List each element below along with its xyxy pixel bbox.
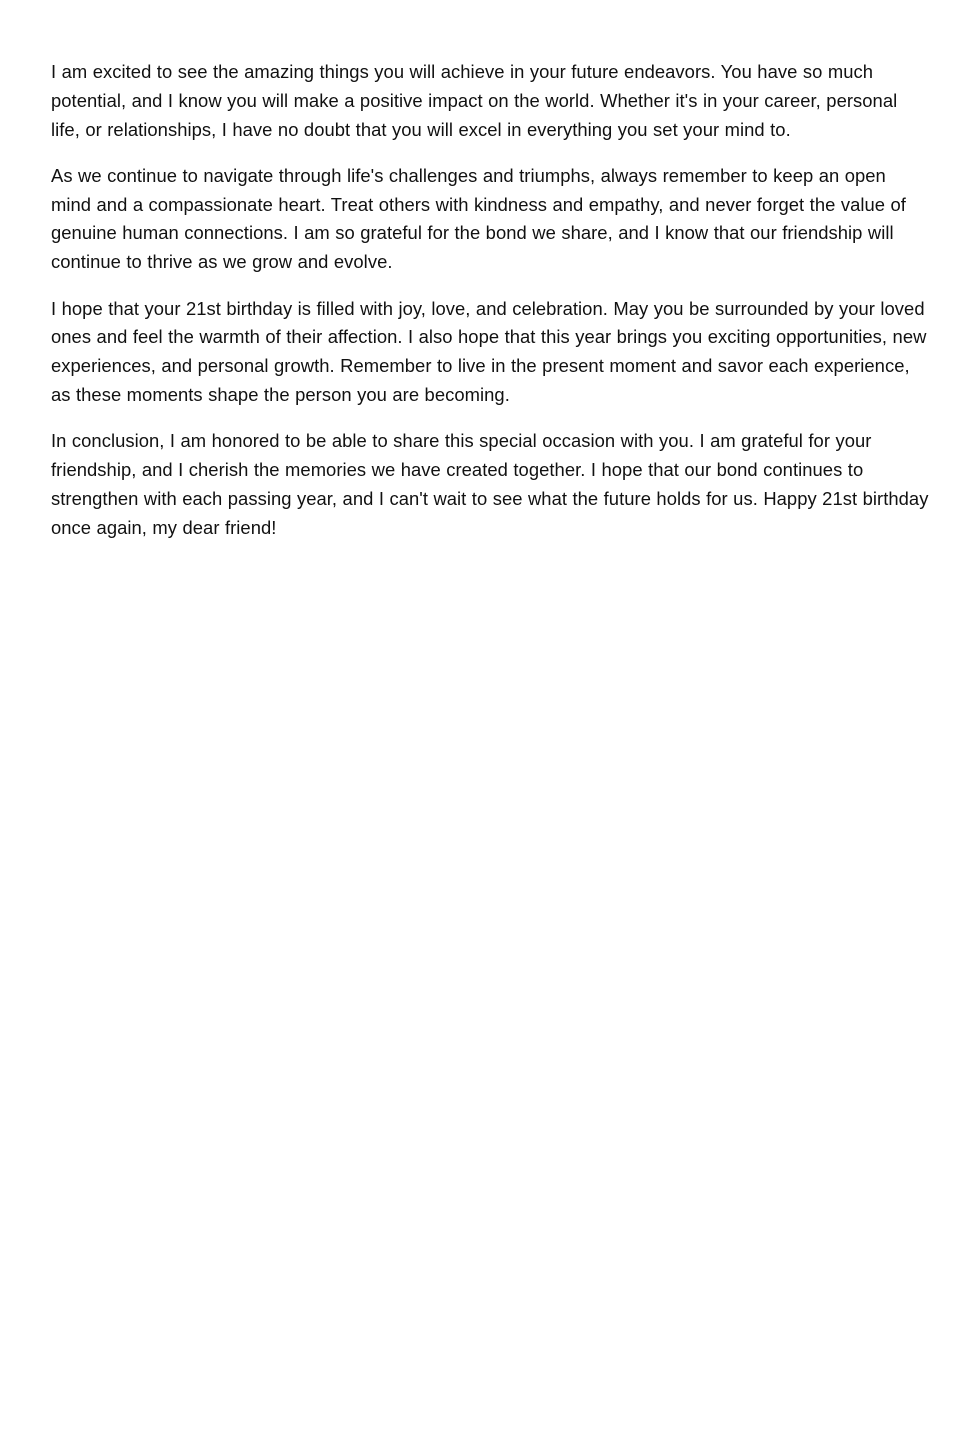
paragraph-conclusion: In conclusion, I am honored to be able to share this special occasion with you. I am grateful for your friendship, and I cherish the memories we have created together. I hope that our bond continues to strengthen with each passing year, and I can't wait to see what the future holds for us. Happy 21st birthday once again, my dear friend!: [51, 430, 929, 538]
letter-body: [51, 58, 931, 560]
paragraph-birthday-wishes: I hope that your 21st birthday is filled with joy, love, and celebration. May you be surrounded by your loved ones and feel the warmth of their affection. I also hope that this year brings you exciting opportunities, new experiences, and personal growth. Remember to live in the present moment and savor each experience, as these moments shape the person you are becoming.: [51, 297, 927, 405]
paragraph-challenges-triumphs: As we continue to navigate through life's challenges and triumphs, always remember to keep an open mind and a compassionate heart. Treat others with kindness and empathy, and never forget the value of genuine human connections. I am so grateful for the bond we share, and I know that our friendship will continue to thrive as we grow and evolve.: [51, 164, 906, 273]
paragraph-future-endeavors: I am excited to see the amazing things you will achieve in your future endeavors. You have so much potential, and I know you will make a positive impact on the world. Whether it's in your career, personal life, or relationships, I have no doubt that you will excel in everything you set your mind to.: [51, 61, 898, 140]
